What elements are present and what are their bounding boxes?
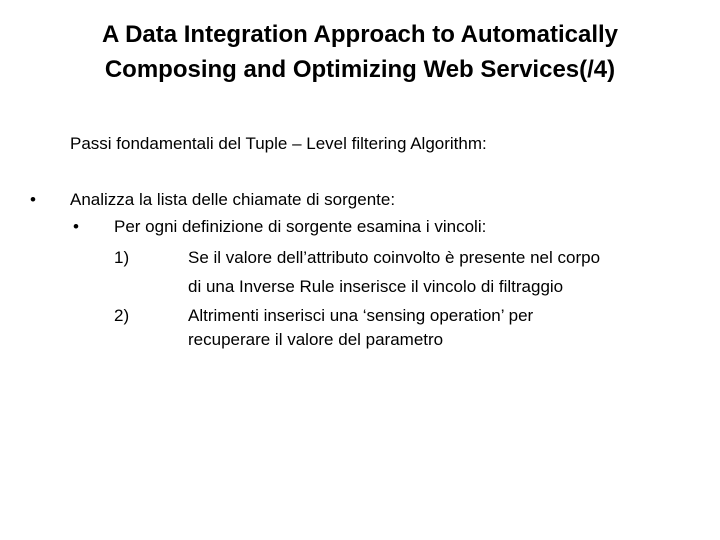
step-2-number: 2) [114, 306, 130, 325]
intro-text: Passi fondamentali del Tuple – Level filtering Algorithm: [70, 134, 487, 153]
title-line-1: A Data Integration Approach to Automatically [101, 21, 619, 48]
slide-title [0, 17, 720, 87]
bullet-icon: • [30, 190, 36, 209]
bullet-1-1-text: Per ogni definizione di sorgente esamina i vincoli: [114, 217, 487, 236]
title-line-2: Composing and Optimizing Web Services(/4) [104, 56, 616, 83]
step-1-line-2: di una Inverse Rule inserisce il vincolo di filtraggio [188, 277, 564, 296]
step-1-line-1: Se il valore dell’attributo coinvolto è presente nel corpo [188, 248, 601, 267]
bullet-1-text: Analizza la lista delle chiamate di sorgente: [70, 190, 396, 209]
step-1-number: 1) [114, 248, 130, 267]
bullet-icon: • [73, 217, 79, 236]
step-2-line-1: Altrimenti inserisci una ‘sensing operation’ per [188, 306, 534, 325]
step-2-line-2: recuperare il valore del parametro [188, 330, 444, 349]
